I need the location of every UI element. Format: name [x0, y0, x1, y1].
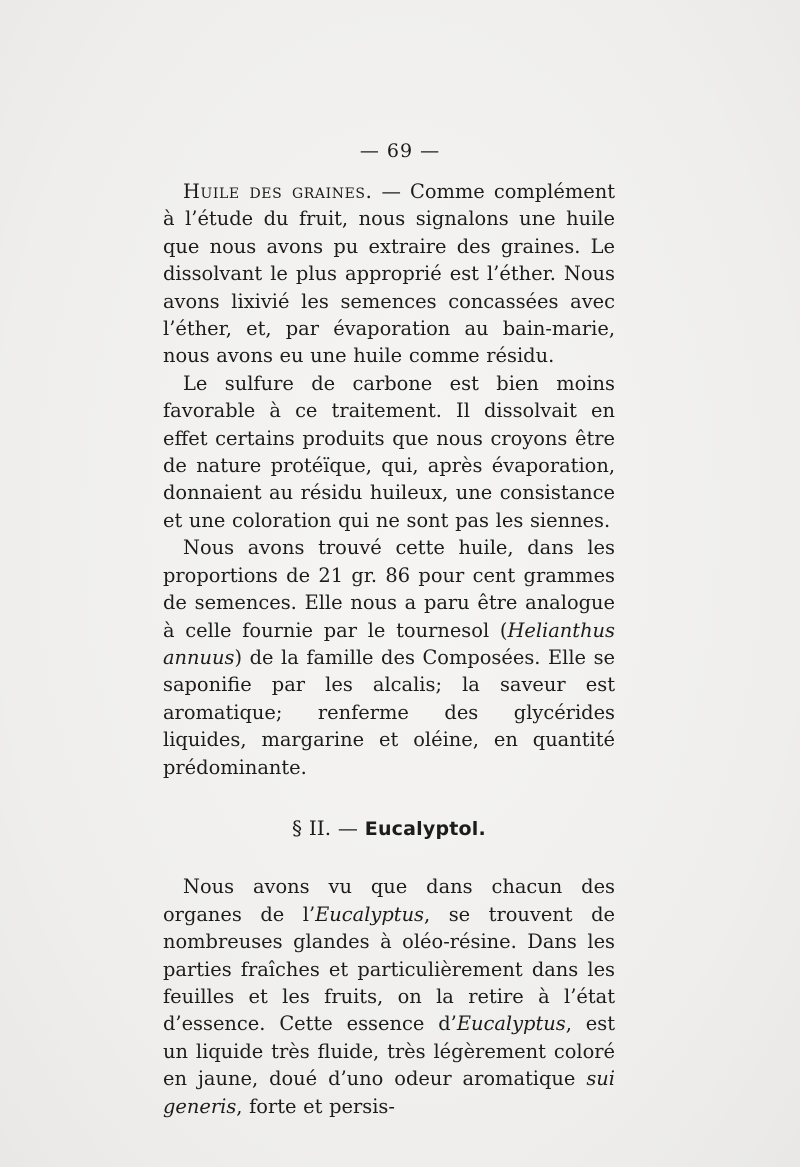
- section-title: Eucalyptol.: [364, 817, 486, 840]
- paragraph-eucalyptus: [163, 873, 615, 1120]
- section-number: § II. —: [292, 815, 358, 840]
- paragraph-text: , est un liquide très fluide, très légèrement coloré en jaune, doué d’uno odeur aromatique: [163, 1012, 615, 1091]
- body-text: [163, 178, 615, 1120]
- latin-name: Helianthus annuus: [163, 618, 615, 669]
- paragraph-text: , forte et persis-: [236, 1094, 395, 1118]
- paragraph-proportions: [163, 534, 615, 781]
- latin-phrase: sui generis: [163, 1067, 615, 1118]
- paragraph-text: — Comme complément à l’étude du fruit, nous signalons une huile que nous avons pu extraire des graines. Le dissolvant le plus approprié est l’éther. Nous avons lixivié les semences concassées avec l’éther, et, par évaporation au bain-marie, nous avons eu une huile comme résidu.: [163, 180, 615, 368]
- latin-name: Eucalyptus: [315, 902, 425, 926]
- paragraph-huile-des-graines: [163, 178, 615, 370]
- section-heading: [163, 815, 615, 843]
- paragraph-text: , se trouvent de nombreuses glandes à oléo-résine. Dans les parties fraîches et particulièrement dans les feuilles et les fruits, on la retire à l’état d’essence. Cette essence d’: [163, 902, 615, 1036]
- latin-name: Eucalyptus: [456, 1012, 566, 1036]
- paragraph-sulfure-de-carbone: Le sulfure de carbone est bien moins favorable à ce traitement. Il dissolvait en effet certains produits que nous croyons être de nature protéïque, qui, après évaporation, donnaient au résidu huileux, une consistance et une coloration qui ne sont pas les siennes.: [163, 371, 615, 532]
- page-number: — 69 —: [359, 140, 441, 162]
- paragraph-text: Nous avons trouvé cette huile, dans les proportions de 21 gr. 86 pour cent grammes de semences. Elle nous a paru être analogue à celle fournie par le tournesol (: [163, 536, 615, 642]
- run-in-heading: Huile des graines.: [183, 180, 373, 203]
- paragraph-text: ) de la famille des Composées. Elle se saponifie par les alcalis; la saveur est aromatique; renferme des glycérides liquides, margarine et oléine, en quantité prédominante.: [163, 645, 615, 779]
- paragraph-text: Nous avons vu que dans chacun des organes de l’: [163, 875, 615, 926]
